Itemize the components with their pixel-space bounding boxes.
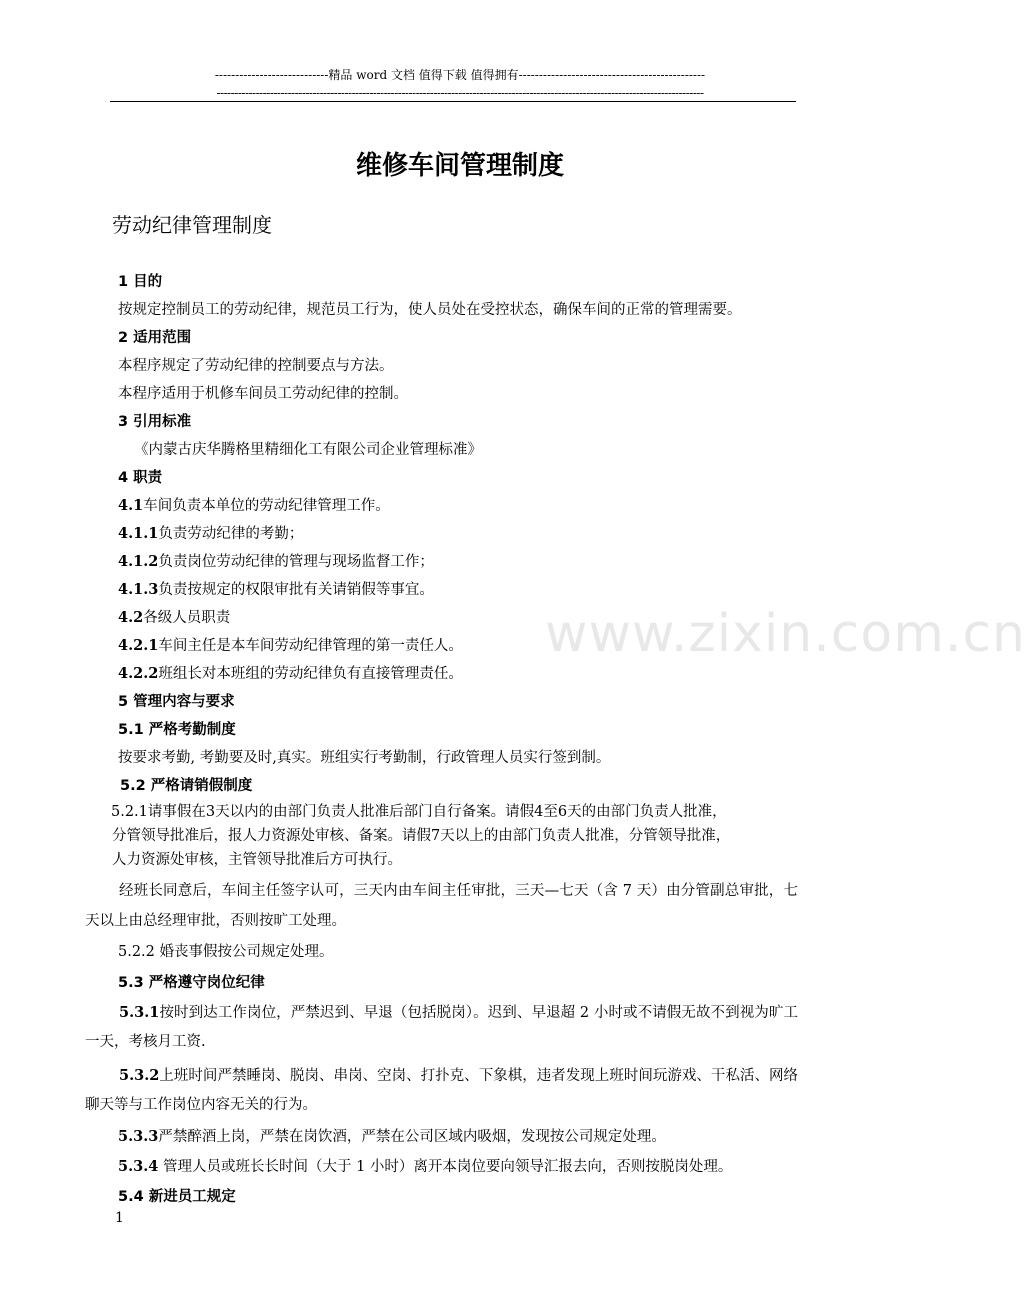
document-body	[85, 268, 798, 1212]
item-number: 5.3.2	[119, 1067, 160, 1084]
list-item	[112, 660, 798, 688]
watermark-text: www.zixin.com.cn	[545, 604, 1026, 664]
heading-5-2: 5.2 严格请销假制度	[120, 778, 253, 794]
item-text: 车间主任是本车间劳动纪律管理的第一责任人。	[158, 638, 463, 654]
paragraph: 经班长同意后，车间主任签字认可，三天内由车间主任审批，三天—七天（含 7 天）由分管副总审批，七天以上由总经理审批，否则按旷工处理。	[85, 883, 798, 929]
list-item	[85, 1061, 798, 1120]
paragraph-line: 人力资源处审核，主管领导批准后方可执行。	[112, 852, 402, 868]
item-text: 管理人员或班长长时间（大于 1 小时）离开本岗位要向领导汇报去向，否则按脱岗处理。	[158, 1159, 733, 1175]
item-number: 5.3.1	[119, 1004, 160, 1021]
document-title: 维修车间管理制度	[355, 151, 564, 181]
page-number: 1	[115, 1210, 124, 1226]
paragraph: 按规定控制员工的劳动纪律，规范员工行为，使人员处在受控状态，确保车间的正常的管理需要。	[118, 302, 742, 318]
item-number: 4.2.1	[118, 637, 159, 654]
item-number: 5.3.3	[118, 1128, 159, 1145]
header-dash-line: -----------------------------------------------------------------------------------------------------------------------------------------	[216, 86, 704, 100]
heading-5-3: 5.3 严格遵守岗位纪律	[118, 975, 265, 991]
paragraph: 本程序适用于机修车间员工劳动纪律的控制。	[118, 386, 408, 402]
item-text: 班组长对本班组的劳动纪律负有直接管理责任。	[158, 666, 463, 682]
list-item	[112, 492, 798, 520]
paragraph: 本程序规定了劳动纪律的控制要点与方法。	[118, 358, 394, 374]
item-text: 负责劳动纪律的考勤；	[158, 526, 304, 542]
item-text: 按时到达工作岗位，严禁迟到、早退（包括脱岗）。迟到、早退超 2 小时或不请假无故不到视为旷工一天，考核月工资.	[85, 1005, 798, 1050]
item-text: 负责按规定的权限审批有关请销假等事宜。	[158, 582, 434, 598]
heading-5-1: 5.1 严格考勤制度	[118, 722, 236, 738]
item-text: 各级人员职责	[143, 610, 231, 626]
item-number: 5.3.4	[118, 1158, 159, 1175]
item-number: 4.1.1	[118, 525, 159, 542]
paragraph-line: 5.2.1请事假在3天以内的由部门负责人批准后部门自行备案。请假4至6天的由部门负责人批准，	[111, 804, 727, 820]
item-number: 4.1.2	[118, 553, 159, 570]
item-number: 4.2	[118, 609, 144, 626]
item-text: 负责岗位劳动纪律的管理与现场监督工作；	[158, 554, 434, 570]
paragraph-line: 分管领导批准后，报人力资源处审核、备案。请假7天以上的由部门负责人批准，分管领导批准，	[112, 828, 731, 844]
list-item	[112, 576, 798, 604]
paragraph: 按要求考勤, 考勤要及时,真实。班组实行考勤制，行政管理人员实行签到制。	[118, 750, 611, 766]
section-title: 劳动纪律管理制度	[112, 213, 272, 237]
item-text: 上班时间严禁睡岗、脱岗、串岗、空岗、打扑克、下象棋，违者发现上班时间玩游戏、干私活、网络聊天等与工作岗位内容无关的行为。	[85, 1068, 798, 1113]
paragraph: 《内蒙古庆华腾格里精细化工有限公司企业管理标准》	[134, 442, 482, 458]
heading-5-4: 5.4 新进员工规定	[118, 1189, 236, 1205]
item-text: 车间负责本单位的劳动纪律管理工作。	[143, 498, 390, 514]
heading-4-duties: 4 职责	[118, 470, 163, 486]
list-item	[85, 998, 798, 1057]
heading-2-scope: 2 适用范围	[118, 330, 192, 346]
item-number: 4.1	[118, 497, 144, 514]
list-item	[112, 520, 798, 548]
heading-3-references: 3 引用标准	[118, 414, 192, 430]
list-item	[112, 1152, 798, 1182]
paragraph: 5.2.2 婚丧事假按公司规定处理。	[118, 944, 334, 960]
item-text: 严禁醉酒上岗，严禁在岗饮酒，严禁在公司区域内吸烟，发现按公司规定处理。	[158, 1129, 666, 1145]
header-banner: ----------------------------精品 word 文档 值得下载 值得拥有----------------------------------------------	[214, 68, 706, 82]
item-number: 4.2.2	[118, 665, 159, 682]
heading-1-purpose: 1 目的	[118, 274, 163, 290]
list-item	[112, 1122, 798, 1152]
item-number: 4.1.3	[118, 581, 159, 598]
header-rule	[110, 101, 796, 102]
heading-5-management: 5 管理内容与要求	[118, 694, 235, 710]
list-item	[112, 548, 798, 576]
